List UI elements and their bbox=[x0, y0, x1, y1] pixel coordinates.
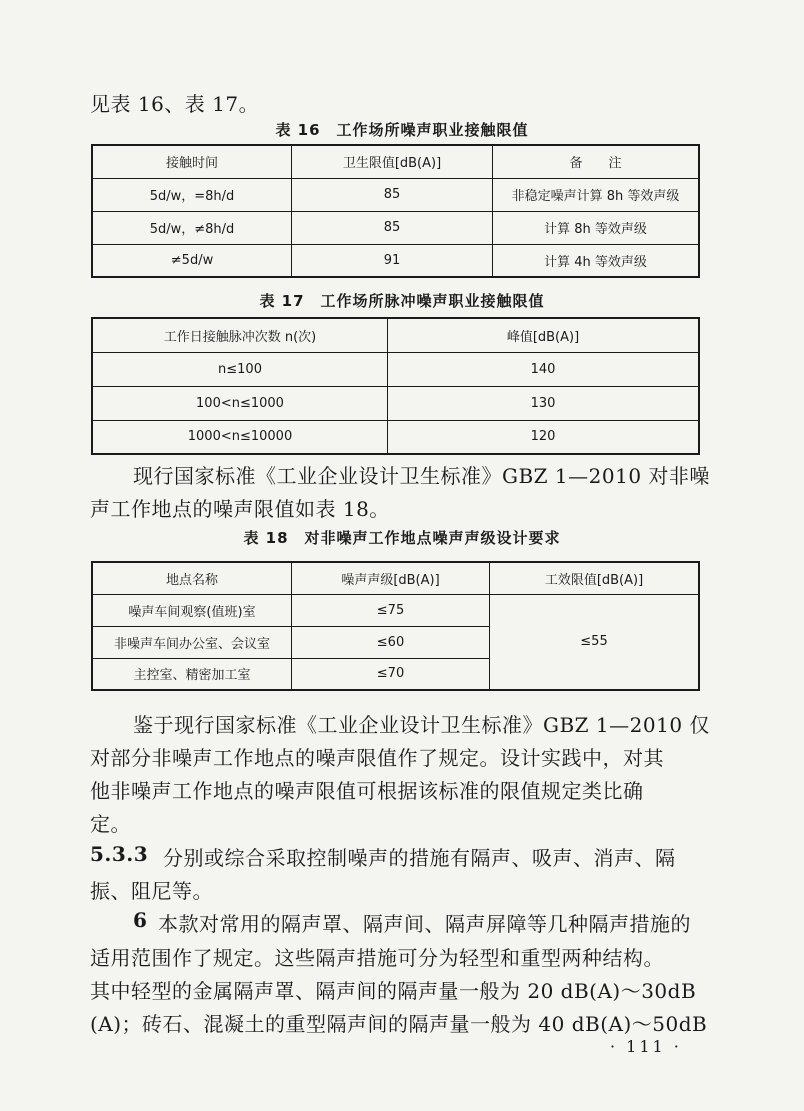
table17-header-row bbox=[92, 318, 699, 352]
table-cell: 噪声车间观察(值班)室 bbox=[92, 594, 292, 626]
table17-header: 工作日接触脉冲次数 n(次) bbox=[92, 318, 388, 352]
table-cell: 85 bbox=[292, 211, 493, 244]
table18-merged-cell: ≤55 bbox=[490, 594, 700, 690]
table16 bbox=[91, 144, 700, 278]
table-cell: 主控室、精密加工室 bbox=[92, 658, 292, 690]
table18-header-row bbox=[92, 562, 699, 594]
table-cell: 91 bbox=[292, 244, 493, 277]
section-text: 分别或综合采取控制噪声的措施有隔声、吸声、消声、隔 bbox=[163, 846, 676, 870]
table-row bbox=[92, 594, 699, 626]
table-row bbox=[92, 352, 699, 386]
table-row bbox=[92, 178, 699, 211]
table-cell: 1000<n≤10000 bbox=[92, 420, 388, 454]
table16-header-row bbox=[92, 145, 699, 178]
table-cell: 140 bbox=[388, 352, 700, 386]
paragraph-line: 定。 bbox=[90, 812, 131, 836]
table18 bbox=[91, 561, 700, 691]
paragraph-line: 他非噪声工作地点的噪声限值可根据该标准的限值规定类比确 bbox=[90, 779, 644, 803]
table18-header: 工效限值[dB(A)] bbox=[490, 562, 700, 594]
table-cell: 非噪声车间办公室、会议室 bbox=[92, 626, 292, 658]
table-cell: ≤75 bbox=[292, 594, 490, 626]
table-cell: 130 bbox=[388, 386, 700, 420]
table-row bbox=[92, 211, 699, 244]
table-cell: ≤70 bbox=[292, 658, 490, 690]
table-row bbox=[92, 386, 699, 420]
table18-header: 地点名称 bbox=[92, 562, 292, 594]
table-cell: ≠5d/w bbox=[92, 244, 292, 277]
table-cell: 计算 4h 等效声级 bbox=[493, 244, 700, 277]
table18-caption: 表 18 对非噪声工作地点噪声声级设计要求 bbox=[243, 529, 561, 547]
page-number: · 111 · bbox=[610, 1037, 682, 1056]
table-cell: n≤100 bbox=[92, 352, 388, 386]
intro-line: 见表 16、表 17。 bbox=[90, 92, 260, 116]
paragraph-line: 鉴于现行国家标准《工业企业设计卫生标准》GBZ 1—2010 仅 bbox=[133, 713, 710, 737]
section-number: 5.3.3 bbox=[90, 842, 149, 866]
table-row bbox=[92, 420, 699, 454]
paragraph-line: 对部分非噪声工作地点的噪声限值作了规定。设计实践中，对其 bbox=[90, 746, 664, 770]
table-cell: 100<n≤1000 bbox=[92, 386, 388, 420]
table-cell: ≤60 bbox=[292, 626, 490, 658]
table-cell: 5d/w，=8h/d bbox=[92, 178, 292, 211]
item-text: 其中轻型的金属隔声罩、隔声间的隔声量一般为 20 dB(A)～30dB bbox=[90, 979, 697, 1003]
table-cell: 5d/w，≠8h/d bbox=[92, 211, 292, 244]
section-text: 振、阻尼等。 bbox=[90, 879, 213, 903]
table-cell: 85 bbox=[292, 178, 493, 211]
table-cell: 非稳定噪声计算 8h 等效声级 bbox=[493, 178, 700, 211]
item-text: 适用范围作了规定。这些隔声措施可分为轻型和重型两种结构。 bbox=[90, 946, 664, 970]
table17-header: 峰值[dB(A)] bbox=[388, 318, 700, 352]
table16-header: 卫生限值[dB(A)] bbox=[292, 145, 493, 178]
table18-header: 噪声声级[dB(A)] bbox=[292, 562, 490, 594]
table17 bbox=[91, 317, 700, 455]
item-text: 本款对常用的隔声罩、隔声间、隔声屏障等几种隔声措施的 bbox=[158, 912, 691, 936]
item-number: 6 bbox=[133, 908, 148, 932]
table-cell: 120 bbox=[388, 420, 700, 454]
item-text: (A)；砖石、混凝土的重型隔声间的隔声量一般为 40 dB(A)～50dB bbox=[90, 1012, 708, 1036]
table-cell: 计算 8h 等效声级 bbox=[493, 211, 700, 244]
table-row bbox=[92, 244, 699, 277]
table16-header: 接触时间 bbox=[92, 145, 292, 178]
table16-header: 备 注 bbox=[493, 145, 700, 178]
table17-caption: 表 17 工作场所脉冲噪声职业接触限值 bbox=[259, 292, 545, 310]
paragraph-line: 现行国家标准《工业企业设计卫生标准》GBZ 1—2010 对非噪 bbox=[133, 464, 710, 488]
table16-caption: 表 16 工作场所噪声职业接触限值 bbox=[275, 121, 529, 139]
paragraph-line: 声工作地点的噪声限值如表 18。 bbox=[90, 497, 390, 521]
